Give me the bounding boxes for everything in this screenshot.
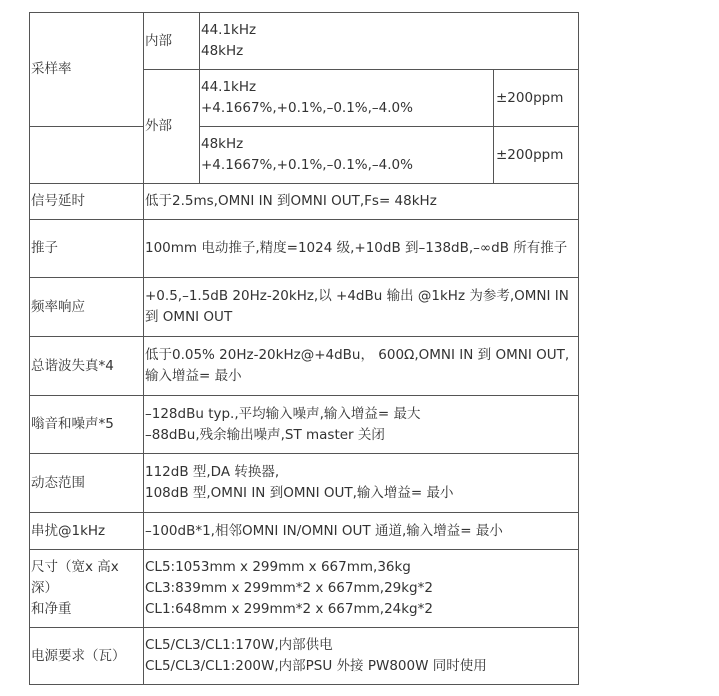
row-value: 44.1kHz 48kHz (200, 13, 579, 70)
row-label: 推子 (30, 220, 144, 278)
table-row (30, 396, 579, 454)
row-value: 44.1kHz +4.1667%,+0.1%,–0.1%,–4.0% (200, 70, 494, 127)
row-label: 电源要求（瓦） (30, 628, 144, 685)
table-row (30, 454, 579, 513)
row-value: +0.5,–1.5dB 20Hz-20kHz,以 +4dBu 输出 @1kHz 为参考,OMNI IN 到 OMNI OUT (144, 278, 579, 337)
row-value: –100dB*1,相邻OMNI IN/OMNI OUT 通道,输入增益= 最小 (144, 513, 579, 550)
table-row (30, 337, 579, 396)
row-label: 频率响应 (30, 278, 144, 337)
tolerance-value: ±200ppm (494, 70, 579, 127)
table-row (30, 550, 579, 628)
table-row (30, 184, 579, 220)
row-value: 低于0.05% 20Hz-20kHz@+4dBu， 600Ω,OMNI IN 到 OMNI OUT,输入增益= 最小 (144, 337, 579, 396)
row-sublabel: 内部 (144, 13, 200, 70)
row-value: 48kHz +4.1667%,+0.1%,–0.1%,–4.0% (200, 127, 494, 184)
table-row (30, 220, 579, 278)
row-value: 低于2.5ms,OMNI IN 到OMNI OUT,Fs= 48kHz (144, 184, 579, 220)
row-label: 动态范围 (30, 454, 144, 513)
row-label: 总谐波失真*4 (30, 337, 144, 396)
spec-table (29, 12, 579, 685)
row-label: 尺寸（宽x 高x 深） 和净重 (30, 550, 144, 628)
row-label: 嗡音和噪声*5 (30, 396, 144, 454)
row-value: CL5:1053mm x 299mm x 667mm,36kg CL3:839mm x 299mm*2 x 667mm,29kg*2 CL1:648mm x 299mm*2 x 667mm,24kg*2 (144, 550, 579, 628)
table-row (30, 278, 579, 337)
table-row (30, 628, 579, 685)
tolerance-value: ±200ppm (494, 127, 579, 184)
row-label: 串扰@1kHz (30, 513, 144, 550)
row-value: 112dB 型,DA 转换器, 108dB 型,OMNI IN 到OMNI OUT,输入增益= 最小 (144, 454, 579, 513)
row-value: 100mm 电动推子,精度=1024 级,+10dB 到–138dB,–∞dB 所有推子 (144, 220, 579, 278)
row-label-empty (30, 127, 144, 184)
row-sublabel: 外部 (144, 70, 200, 184)
table-row (30, 13, 579, 70)
table-row (30, 127, 579, 184)
row-label: 采样率 (30, 13, 144, 127)
row-value: –128dBu typ.,平均输入噪声,输入增益= 最大 –88dBu,残余输出噪声,ST master 关闭 (144, 396, 579, 454)
row-label: 信号延时 (30, 184, 144, 220)
row-value: CL5/CL3/CL1:170W,内部供电 CL5/CL3/CL1:200W,内部PSU 外接 PW800W 同时使用 (144, 628, 579, 685)
table-row (30, 513, 579, 550)
